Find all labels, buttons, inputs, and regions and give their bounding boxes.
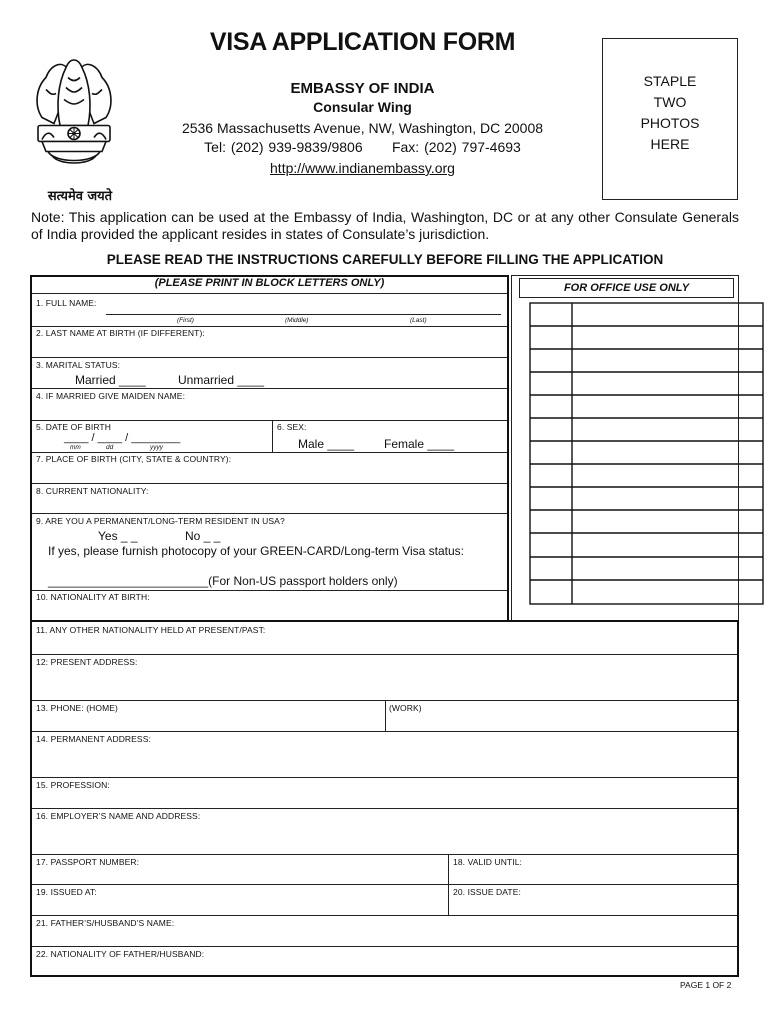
green-card-instruction: If yes, please furnish photocopy of your GREEN-CARD/Long-term Visa status:	[48, 544, 464, 558]
middle-name-hint: (Middle)	[285, 317, 309, 324]
photo-line-4: HERE	[650, 136, 690, 152]
embassy-address: 2536 Massachusetts Avenue, NW, Washington, DC 20008	[181, 120, 544, 136]
full-name-label: 1. FULL NAME:	[36, 298, 97, 308]
embassy-name: EMBASSY OF INDIA	[290, 80, 435, 97]
ashoka-emblem-icon	[28, 40, 120, 205]
dob-yyyy-hint: yyyy	[150, 444, 163, 451]
office-use-heading: FOR OFFICE USE ONLY	[563, 282, 690, 294]
page-title: VISA APPLICATION FORM	[209, 28, 516, 56]
nationality-at-birth-label: 10. NATIONALITY AT BIRTH:	[36, 592, 150, 602]
father-husband-nationality-label: 22. NATIONALITY OF FATHER/HUSBAND:	[36, 949, 205, 959]
sex-label: 6. SEX:	[277, 422, 307, 432]
marital-status-label: 3. MARITAL STATUS:	[36, 360, 121, 370]
passport-number-label: 17. PASSPORT NUMBER:	[36, 857, 140, 867]
photo-instructions	[603, 71, 737, 155]
applicant-form-lower	[30, 620, 739, 977]
father-husband-name-label: 21. FATHER’S/HUSBAND’S NAME:	[36, 918, 175, 928]
last-name-hint: (Last)	[410, 317, 427, 324]
last-name-at-birth-label: 2. LAST NAME AT BIRTH (IF DIFFERENT):	[36, 328, 205, 338]
present-address-label: 12: PRESENT ADDRESS:	[36, 657, 138, 667]
applicant-form-upper	[30, 275, 509, 622]
permanent-resident-label: 9. ARE YOU A PERMANENT/LONG-TERM RESIDENT IN USA?	[36, 516, 285, 526]
resident-yes-option[interactable]: Yes _ _	[98, 529, 138, 543]
home-phone-label: 13. PHONE: (HOME)	[36, 703, 118, 713]
instructions-heading: PLEASE READ THE INSTRUCTIONS CAREFULLY BEFORE FILLING THE APPLICATION	[106, 252, 664, 267]
telephone: Tel: (202) 939-9839/9806	[204, 139, 363, 155]
office-use-heading-box	[519, 278, 734, 298]
place-of-birth-label: 7. PLACE OF BIRTH (CITY, STATE & COUNTRY):	[36, 454, 232, 464]
current-nationality-label: 8. CURRENT NATIONALITY:	[36, 486, 149, 496]
note-text: Note: This application can be used at the Embassy of India, Washington, DC or at any other Consulate Generals of India provided the applicant resides in states of Consulate’s jurisdiction.	[31, 209, 739, 242]
employer-label: 16. EMPLOYER’S NAME AND ADDRESS:	[36, 811, 201, 821]
dob-dd-hint: dd	[106, 444, 114, 451]
first-name-hint: (First)	[177, 317, 194, 324]
dob-mm-hint: mm	[70, 444, 81, 451]
fax: Fax: (202) 797-4693	[391, 139, 521, 155]
permanent-address-label: 14. PERMANENT ADDRESS:	[36, 734, 151, 744]
work-phone-label: (WORK)	[389, 703, 422, 713]
embassy-website-link[interactable]: http://www.indianembassy.org	[270, 160, 455, 176]
married-option[interactable]: Married ____	[75, 373, 146, 387]
page-number: PAGE 1 OF 2	[680, 980, 732, 990]
maiden-name-label: 4. IF MARRIED GIVE MAIDEN NAME:	[36, 391, 186, 401]
date-of-birth-label: 5. DATE OF BIRTH	[36, 422, 111, 432]
national-motto: सत्यमेव जयते	[47, 189, 113, 204]
profession-label: 15. PROFESSION:	[36, 780, 110, 790]
male-option[interactable]: Male ____	[298, 437, 355, 451]
photo-line-3: PHOTOS	[640, 115, 700, 131]
female-option[interactable]: Female ____	[384, 437, 455, 451]
unmarried-option[interactable]: Unmarried ____	[178, 373, 265, 387]
photo-line-1: STAPLE	[643, 73, 697, 89]
issue-date-label: 20. ISSUE DATE:	[453, 887, 521, 897]
other-nationality-label: 11. ANY OTHER NATIONALITY HELD AT PRESENT/PAST:	[36, 625, 266, 635]
resident-no-option[interactable]: No _ _	[185, 529, 221, 543]
contact-line	[160, 139, 565, 155]
office-use-grid	[529, 302, 765, 606]
date-of-birth-field[interactable]: ____ / ____ / ________	[64, 432, 181, 444]
valid-until-label: 18. VALID UNTIL:	[453, 857, 522, 867]
issued-at-label: 19. ISSUED AT:	[36, 887, 97, 897]
non-us-passport-field[interactable]: ________________________(For Non-US passport holders only)	[48, 574, 398, 588]
block-letters-heading: (PLEASE PRINT IN BLOCK LETTERS ONLY)	[154, 277, 385, 289]
consular-wing: Consular Wing	[313, 99, 412, 115]
photo-line-2: TWO	[653, 94, 687, 110]
full-name-field[interactable]	[106, 314, 501, 315]
photo-box	[602, 38, 738, 200]
